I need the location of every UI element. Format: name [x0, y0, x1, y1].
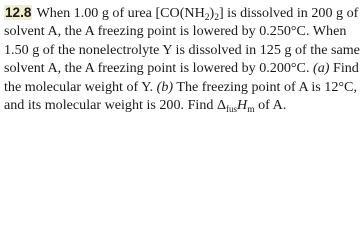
subscript: 2	[214, 13, 219, 23]
subscript: fus	[226, 103, 238, 114]
text-segment: and its molecular weight is 200. Find Δ	[4, 96, 227, 113]
subscript: 2	[204, 13, 210, 23]
text-segment: When 1.00 g of urea [CO(NH	[36, 5, 205, 21]
problem-line-4	[4, 59, 359, 77]
problem-line-3: 1.50 g of the nonelectrolyte Y is dissolved in 125 g of the same	[4, 41, 360, 58]
text-segment: Find	[329, 60, 359, 77]
subscript: m	[247, 104, 255, 115]
problem-12-8	[4, 4, 360, 115]
text-segment: The freezing point of A is 12°C,	[173, 78, 357, 95]
text-segment: )	[209, 5, 215, 21]
text-segment: the molecular weight of Y.	[4, 78, 157, 95]
part-a-label: (a)	[313, 60, 330, 77]
problem-line-6	[4, 96, 348, 114]
text-segment: of A.	[254, 96, 287, 113]
enthalpy-symbol: H	[237, 96, 248, 113]
problem-line-5	[4, 78, 357, 96]
problem-line-1	[4, 4, 359, 23]
text-segment: ] is dissolved in 200 g of	[218, 5, 359, 21]
problem-number: 12.8	[5, 5, 32, 20]
text-segment: solvent A, the A freezing point is lowered by 0.200°C.	[4, 60, 314, 77]
part-b-label: (b)	[156, 78, 174, 95]
problem-line-2: solvent A, the A freezing point is lowered by 0.250°C. When	[4, 23, 347, 40]
